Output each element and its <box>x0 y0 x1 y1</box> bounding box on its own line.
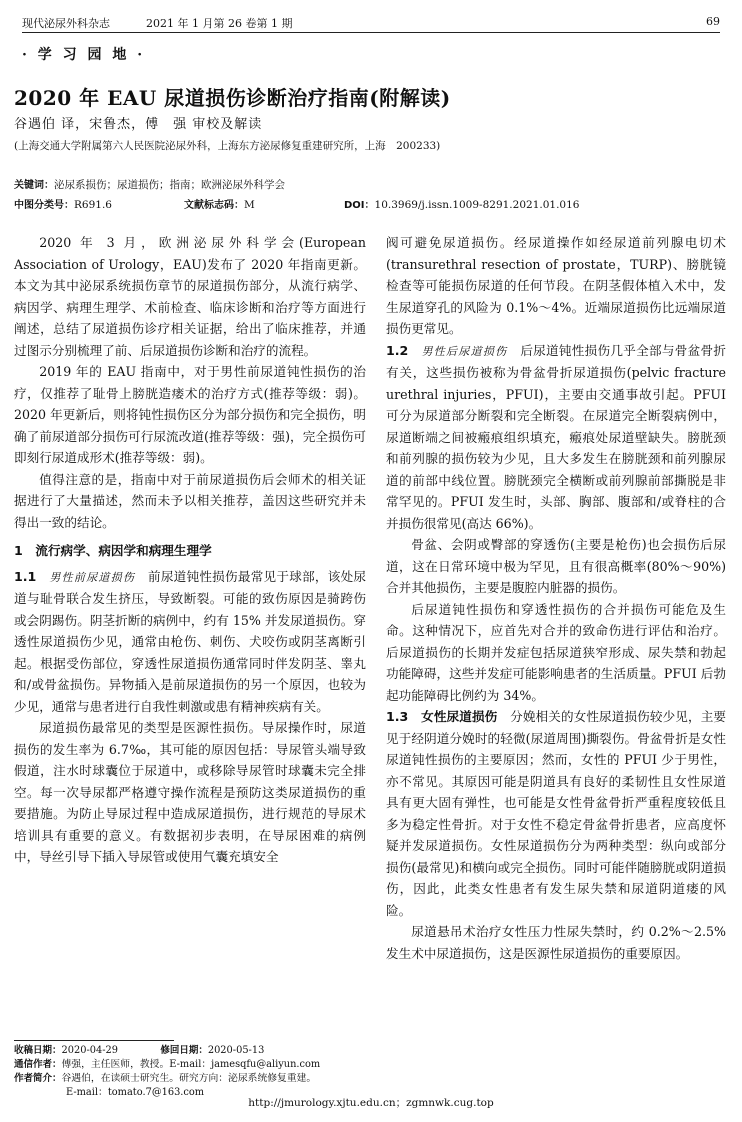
correspondence-label: 通信作者： <box>14 1059 62 1070</box>
keywords <box>14 176 285 192</box>
subsection-1-2 <box>386 340 726 535</box>
subsection-title: 男性前尿道损伤 <box>49 570 136 584</box>
received-date: 2020-04-29 <box>61 1045 119 1056</box>
left-column <box>14 232 366 868</box>
revised-label: 修回日期： <box>160 1045 208 1056</box>
subsection-text: 后尿道钝性损伤几乎全部与骨盆骨折有关，这些损伤被称为骨盆骨折尿道损伤(pelvic fracture urethral injuries，PFUI)，主要由交通事故引起。PFUI 可分为尿道部分断裂和完全断裂。在尿道完全断裂病例中，尿道断端之间被瘢痕组织填充，瘢痕处尿道壁缺失。膀胱颈和前列腺的损伤较为少见，且大多发生在膀胱颈和前列腺尿道的前部中线位置。膀胱颈完全横断或前列腺前部撕脱是非常罕见的。PFUI 发生时，头部、胸部、腹部和/或脊柱的合并损伤很常见(高达 66%)。 <box>386 342 727 531</box>
dates-line <box>14 1044 384 1058</box>
section-tag: · 学 习 园 地 · <box>22 47 146 63</box>
classification-line <box>14 196 720 211</box>
section-heading-1: 1 流行病学、病因学和病理生理学 <box>14 543 212 558</box>
paragraph: 后尿道钝性损伤和穿透性损伤的合并损伤可能危及生命。这种情况下，应首先对合并的致命伤进行评估和治疗。后尿道损伤的长期并发症包括尿道狭窄形成、尿失禁和勃起功能障碍，这些并发症可能影响患者的生活质量。PFUI 后勃起功能障碍比例约为 34%。 <box>386 601 726 703</box>
authors: 谷遇伯 译，宋鲁杰，傅 强 审校及解读 <box>14 117 263 132</box>
doi-field <box>344 196 579 211</box>
paragraph: 尿道悬吊术治疗女性压力性尿失禁时，约 0.2%～2.5% 发生术中尿道损伤，这是医源性尿道损伤的重要原因。 <box>386 924 726 961</box>
clc-field <box>14 199 112 211</box>
author-bio-text: 谷遇伯，在读硕士研究生。研究方向：泌尿系统修复重建。 <box>61 1073 317 1084</box>
paragraph: 尿道损伤最常见的类型是医源性损伤。导尿操作时，尿道损伤的发生率为 6.7‰，其可能的原因包括：导尿管头端导致假道，注水时球囊位于尿道中，或移除导尿管时球囊未完全排空。每一次导尿都严格遵守操作流程是预防这类尿道损伤的重要措施。为防止导尿过程中造成尿道损伤，进行规范的导尿术培训具有重要的意义。有数据初步表明，在导尿困难的病例中，导丝引导下插入导尿管或使用气囊充填安全 <box>14 720 366 864</box>
journal-name: 现代泌尿外科杂志 <box>22 17 110 30</box>
subsection-text: 前尿道钝性损伤最常见于球部，该处尿道与耻骨联合发生挤压，导致断裂。可能的致伤原因是骑跨伤或会阴踢伤。阴茎折断的病例中，约有 15% 并发尿道损伤。穿透性尿道损伤少见，通常由枪伤、刺伤、犬咬伤或阴茎离断引起。根据受伤部位，穿透性尿道损伤通常同时伴发阴茎、睾丸和/或骨盆损伤。异物插入是前尿道损伤的另一个原因，也较为少见，通常与患者进行自我性刺激或患有精神疾病有关。 <box>14 568 367 714</box>
paragraph: 值得注意的是，指南中对于前尿道损伤后会师术的相关证据进行了大量描述，然而未予以相关推荐，盖因这些研究并未得出一致的结论。 <box>14 471 366 530</box>
footnote-rule <box>14 1040 174 1041</box>
author-email-line: E-mail：tomato.7@163.com <box>66 1087 205 1098</box>
subsection-1-3 <box>386 706 726 921</box>
subsection-text: 分娩相关的女性尿道损伤较少见，主要见于经阴道分娩时的轻微(尿道周围)撕裂伤。骨盆骨折是女性尿道钝性损伤的主要原因；然而，女性的 PFUI 少于男性，亦不常见。其原因可能是阴道具有良好的柔韧性且女性尿道具有更大固有弹性，也可能是女性骨盆骨折严重程度较低且多为稳定性骨折。对于女性不稳定骨盆骨折患者，应高度怀疑并发尿道损伤。女性尿道损伤分为两种类型：纵向或部分损伤(最常见)和横向或完全损伤。同时可能伴随膀胱或阴道损伤，因此，此类女性患者有发生尿失禁和尿道阴道瘘的风险。 <box>386 709 727 918</box>
keywords-text: 泌尿系损伤；尿道损伤；指南；欧洲泌尿外科学会 <box>54 179 285 191</box>
keywords-label: 关键词： <box>14 180 54 191</box>
article-title: 2020 年 EAU 尿道损伤诊断治疗指南(附解读) <box>14 86 451 110</box>
doc-code-value: M <box>244 199 255 211</box>
correspondence-text: 傅强，主任医师，教授。E-mail：jamesqfu@aliyun.com <box>61 1059 321 1070</box>
subsection-1-1 <box>14 566 366 718</box>
received-label: 收稿日期： <box>14 1045 62 1056</box>
revised-date: 2020-05-13 <box>207 1045 265 1056</box>
affiliation: (上海交通大学附属第六人民医院泌尿外科，上海东方泌尿修复重建研究所，上海 200233) <box>14 140 441 152</box>
clc-value: R691.6 <box>74 199 112 211</box>
subsection-number: 1.2 <box>386 342 409 358</box>
paragraph: 骨盆、会阴或臀部的穿透伤(主要是枪伤)也会损伤后尿道，这在日常环境中极为罕见，且有很高概率(80%～90%)合并其他损伤，主要是腹腔内脏器的损伤。 <box>386 537 726 595</box>
paragraph: 2020 年 3 月，欧洲泌尿外科学会(European Association of Urology，EAU)发布了 2020 年指南更新。本文为其中泌尿系统损伤章节的尿道损伤部分，从流行病学、病因学、病理生理学、术前检查、临床诊断和治疗等方面进行阐述，总结了尿道损伤诊疗相关证据，给出了临床推荐，并通过图示分别梳理了前、后尿道损伤诊断和治疗的流程。 <box>14 235 366 358</box>
doc-code-label: 文献标志码： <box>184 200 244 211</box>
footnote <box>14 1044 384 1100</box>
clc-label: 中图分类号： <box>14 200 74 211</box>
doc-code-field <box>184 196 255 211</box>
subsection-title: 女性尿道损伤 <box>421 709 498 724</box>
doi-label: DOI： <box>344 200 375 211</box>
doi-value: 10.3969/j.issn.1009-8291.2021.01.016 <box>374 199 580 211</box>
issue-info: 2021 年 1 月第 26 卷第 1 期 <box>146 17 293 30</box>
paragraph: 2019 年的 EAU 指南中，对于男性前尿道钝性损伤的治疗，仅推荐了耻骨上膀胱造瘘术的治疗方式(推荐等级：弱)。2020 年更新后，则将钝性损伤区分为部分损伤和完全损伤，明确了前尿道部分损伤可行尿流改道(推荐等级：强)，完全损伤可即刻行尿道成形术(推荐等级：弱)。 <box>14 364 366 465</box>
footer-url: http://jmurology.xjtu.edu.cn；zgmnwk.cug.top <box>248 1097 494 1109</box>
right-column <box>386 232 726 964</box>
subsection-number: 1.1 <box>14 568 37 584</box>
author-bio-label: 作者简介： <box>14 1073 62 1084</box>
correspondence-line <box>14 1058 384 1072</box>
page-number: 69 <box>706 15 720 28</box>
author-bio-line <box>14 1072 384 1086</box>
paragraph: 阀可避免尿道损伤。经尿道操作如经尿道前列腺电切术(transurethral resection of prostate，TURP)、膀胱镜检查等可能损伤尿道的任何节段。在阴茎假体植入术中，发生尿道穿孔的风险为 0.1%～4%。近端尿道损伤比远端尿道损伤更常见。 <box>386 235 726 336</box>
subsection-title: 男性后尿道损伤 <box>421 344 508 358</box>
running-header <box>22 14 720 33</box>
subsection-number: 1.3 <box>386 709 409 724</box>
